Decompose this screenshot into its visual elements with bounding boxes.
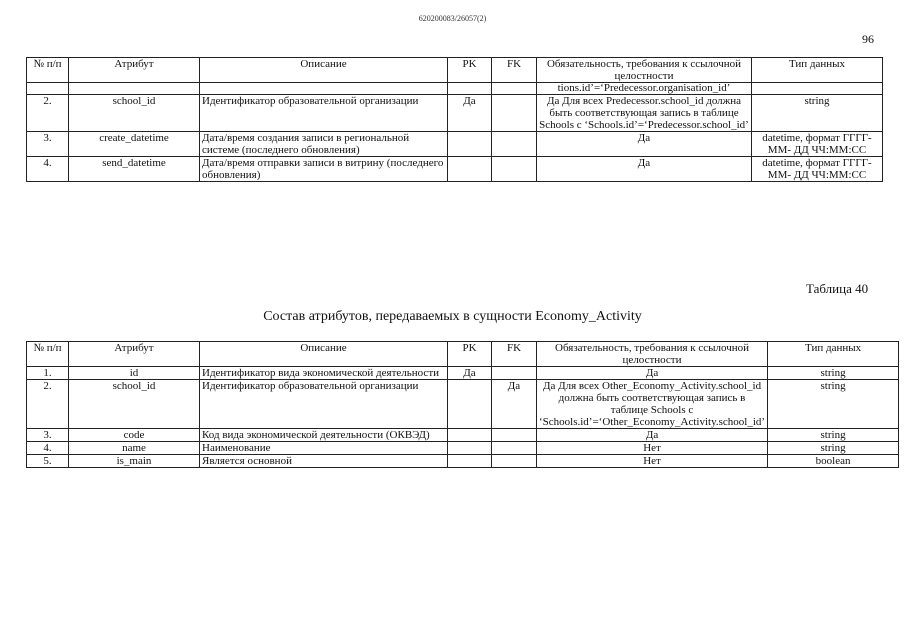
cell-fk — [492, 429, 537, 442]
cell-num: 1. — [27, 367, 69, 380]
cell-requirement: Да — [537, 429, 768, 442]
cell-description: Идентификатор вида экономической деятельности — [200, 367, 448, 380]
cell-fk — [492, 455, 537, 468]
cell-num: 3. — [27, 132, 69, 157]
cell-type: string — [768, 429, 899, 442]
cell-attribute: id — [69, 367, 200, 380]
cell-description: Дата/время отправки записи в витрину (последнего обновления) — [200, 157, 448, 182]
cell-type: string — [752, 95, 883, 132]
cell-pk — [448, 429, 492, 442]
cell-fk — [492, 132, 537, 157]
cell-requirement: Нет — [537, 442, 768, 455]
cell-type: string — [768, 380, 899, 429]
cell-type: string — [768, 442, 899, 455]
header-fk: FK — [492, 342, 537, 367]
cell-num: 4. — [27, 157, 69, 182]
cell-attribute: create_datetime — [69, 132, 200, 157]
page-number: 96 — [862, 32, 874, 46]
header-pk: PK — [448, 58, 492, 83]
table-row — [27, 455, 899, 468]
table-row — [27, 95, 883, 132]
table-row-continuation — [27, 83, 883, 95]
table-continued — [26, 57, 883, 182]
cell-pk — [448, 132, 492, 157]
cell-fk — [492, 367, 537, 380]
cell-description: Наименование — [200, 442, 448, 455]
cell-description: Дата/время создания записи в региональной системе (последнего обновления) — [200, 132, 448, 157]
header-description: Описание — [200, 342, 448, 367]
table-caption: Таблица 40 — [806, 281, 869, 296]
cell-attribute: school_id — [69, 380, 200, 429]
cell-description: Идентификатор образовательной организации — [200, 380, 448, 429]
cell-num: 4. — [27, 442, 69, 455]
cell-num: 5. — [27, 455, 69, 468]
cell-num: 3. — [27, 429, 69, 442]
table-economy-activity — [26, 341, 899, 468]
cell-attribute: name — [69, 442, 200, 455]
header-requirement: Обязательность, требования к ссылочной целостности — [537, 58, 752, 83]
cell-attribute: is_main — [69, 455, 200, 468]
cell-pk: Да — [448, 367, 492, 380]
table-row — [27, 380, 899, 429]
table-header-row — [27, 58, 883, 83]
header-attribute: Атрибут — [69, 342, 200, 367]
cell-fk — [492, 95, 537, 132]
cell-fk: Да — [492, 380, 537, 429]
cell-fk — [492, 157, 537, 182]
header-num: № п/п — [27, 342, 69, 367]
cell-requirement: tions.id’=‘Predecessor.organisation_id’ — [537, 83, 752, 95]
document-id: 620200083/26057(2) — [418, 14, 487, 23]
cell-fk — [492, 442, 537, 455]
cell-pk: Да — [448, 95, 492, 132]
header-type: Тип данных — [768, 342, 899, 367]
cell-type: boolean — [768, 455, 899, 468]
table-row — [27, 367, 899, 380]
cell-attribute: send_datetime — [69, 157, 200, 182]
table-row — [27, 442, 899, 455]
cell-pk — [448, 455, 492, 468]
header-description: Описание — [200, 58, 448, 83]
cell-requirement: Да — [537, 157, 752, 182]
cell-description: Код вида экономической деятельности (ОКВЭД) — [200, 429, 448, 442]
cell-requirement: Да Для всех Predecessor.school_id должна быть соответствующая запись в таблице Schools с ‘Schools.id’=‘Predecessor.school_id’ — [537, 95, 752, 132]
header-num: № п/п — [27, 58, 69, 83]
cell-description: Является основной — [200, 455, 448, 468]
cell-num: 2. — [27, 95, 69, 132]
table-row — [27, 132, 883, 157]
header-attribute: Атрибут — [69, 58, 200, 83]
cell-num: 2. — [27, 380, 69, 429]
cell-description: Идентификатор образовательной организации — [200, 95, 448, 132]
cell-pk — [448, 380, 492, 429]
header-fk: FK — [492, 58, 537, 83]
table-title: Состав атрибутов, передаваемых в сущности Economy_Activity — [263, 309, 642, 324]
table-row — [27, 157, 883, 182]
table-row — [27, 429, 899, 442]
header-requirement: Обязательность, требования к ссылочной целостности — [537, 342, 768, 367]
cell-attribute: code — [69, 429, 200, 442]
cell-requirement: Нет — [537, 455, 768, 468]
cell-requirement: Да — [537, 367, 768, 380]
header-type: Тип данных — [752, 58, 883, 83]
cell-type: datetime, формат ГГГГ-ММ- ДД ЧЧ:ММ:СС — [752, 157, 883, 182]
cell-type: datetime, формат ГГГГ-ММ- ДД ЧЧ:ММ:СС — [752, 132, 883, 157]
cell-pk — [448, 442, 492, 455]
cell-type: string — [768, 367, 899, 380]
cell-requirement: Да — [537, 132, 752, 157]
cell-requirement: Да Для всех Other_Economy_Activity.school_id должна быть соответствующая запись в таблице Schools с ‘Schools.id’=‘Other_Economy_Activity.school_id’ — [537, 380, 768, 429]
cell-attribute: school_id — [69, 95, 200, 132]
table-header-row — [27, 342, 899, 367]
header-pk: PK — [448, 342, 492, 367]
cell-pk — [448, 157, 492, 182]
